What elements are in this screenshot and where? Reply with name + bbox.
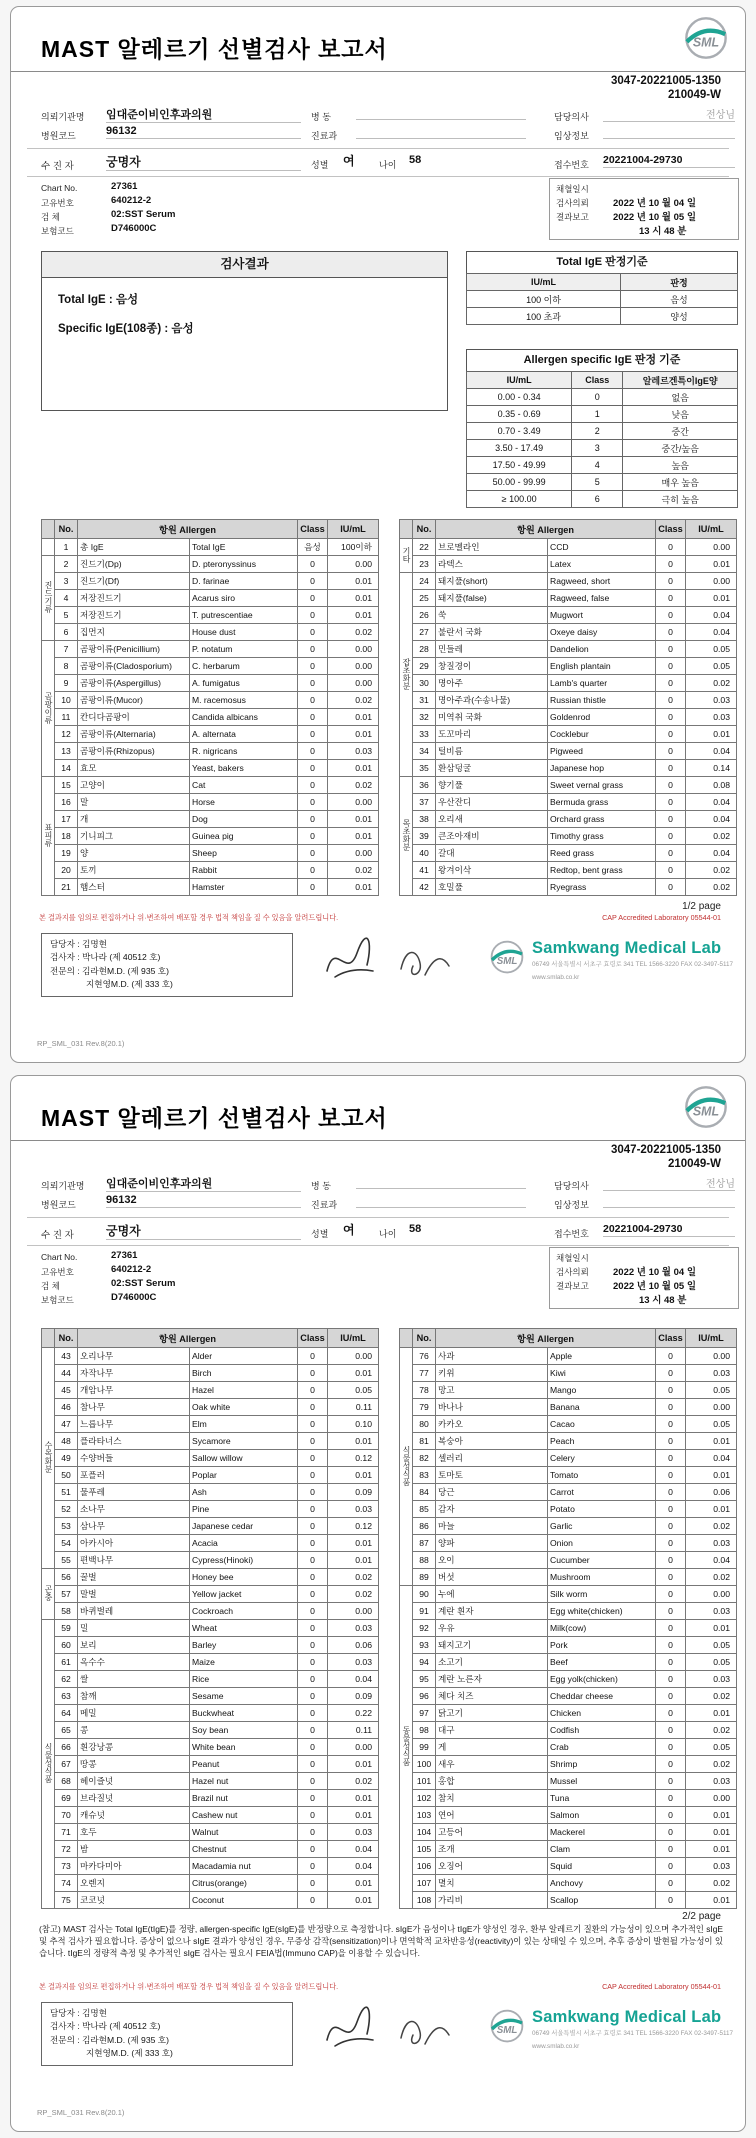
form-number: RP_SML_031 Rev.8(20.1) (37, 2108, 125, 2117)
table-row: 95 계란 노른자 Egg yolk(chicken) 0 0.03 (400, 1671, 737, 1688)
dept-label: 진료과 (311, 1200, 338, 1210)
svg-text:SML: SML (496, 2024, 518, 2036)
table-row: 46 참나무 Oak white 0 0.11 (42, 1399, 379, 1416)
sheet (10, 1075, 746, 2132)
category-label: 식물성식품 (44, 1743, 53, 1783)
request-date-label: 검사의뢰 (556, 1267, 589, 1277)
specific-ige-result: Specific IgE(108종) : 음성 (58, 323, 194, 335)
table-row: 8 곰팡이류(Cladosporium) C. herbarum 0 0.00 (42, 658, 379, 675)
chart-no-value: 27361 (111, 181, 138, 192)
red-disclaimer: 본 결과지를 임의로 편집하거나 위·변조하여 배포할 경우 법적 책임을 질 수 있음을 알려드립니다. (39, 1982, 339, 1991)
total-ige-criteria (466, 251, 738, 325)
table-row: 28 민들레 Dandelion 0 0.05 (400, 641, 737, 658)
staff-box (41, 933, 293, 997)
dept-value (356, 125, 526, 139)
svg-text:SML: SML (692, 35, 720, 50)
table-row: 89 버섯 Mushroom 0 0.02 (400, 1569, 737, 1586)
lab-name: Samkwang Medical Lab (532, 2008, 722, 2026)
table-row: 6 집먼지 House dust 0 0.02 (42, 624, 379, 641)
table-row: 81 복숭아 Peach 0 0.01 (400, 1433, 737, 1450)
table-row: 78 망고 Mango 0 0.05 (400, 1382, 737, 1399)
table-row: 86 마늘 Garlic 0 0.02 (400, 1518, 737, 1535)
table-row: 54 아카시아 Acacia 0 0.01 (42, 1535, 379, 1552)
table-header-row: No. 항원 Allergen Class IU/mL (42, 520, 379, 539)
staff-in-charge: 담당자 : 김명현 (50, 939, 107, 949)
table-row: 92 우유 Milk(cow) 0 0.01 (400, 1620, 737, 1637)
chart-no-label: Chart No. (41, 183, 78, 193)
page-footer (37, 927, 733, 1048)
lab-name: Samkwang Medical Lab (532, 939, 722, 957)
chart-no-label: Chart No. (41, 1252, 78, 1262)
patient-name-value: 궁명자 (106, 1222, 301, 1240)
red-disclaimer: 본 결과지를 임의로 편집하거나 위·변조하여 배포할 경우 법적 책임을 질 수 있음을 알려드립니다. (39, 913, 339, 922)
info-divider (27, 1217, 729, 1218)
report-title: MAST 알레르기 선별검사 보고서 (41, 1105, 388, 1131)
staff-box (41, 2002, 293, 2066)
specialist-2: 지현영M.D. (제 333 호) (86, 978, 173, 989)
table-row: 77 키위 Kiwi 0 0.03 (400, 1365, 737, 1382)
lab-address-line2: www.smlab.co.kr (532, 2042, 580, 2050)
table-row: 73 마카다미아 Macadamia nut 0 0.04 (42, 1858, 379, 1875)
table-row: 64 메밀 Buckwheat 0 0.22 (42, 1705, 379, 1722)
table-row: 50.00 - 99.99 5 매우 높음 (467, 474, 738, 491)
table-row: 31 명아주과(수송나물) Russian thistle 0 0.03 (400, 692, 737, 709)
insurance-code-label: 보험코드 (41, 1295, 74, 1305)
clinical-value (603, 1194, 735, 1208)
patient-name-label: 수 진 자 (41, 161, 74, 172)
table-row: 100 이하 음성 (467, 291, 738, 308)
age-value: 58 (409, 154, 422, 166)
table-row: 47 느릅나무 Elm 0 0.10 (42, 1416, 379, 1433)
hospital-code-label: 병원코드 (41, 1200, 76, 1210)
report-date-value: 2022 년 10 월 05 일 (613, 1281, 696, 1292)
table-row: 101 홍합 Mussel 0 0.03 (400, 1773, 737, 1790)
table-row: 35 환삼덩굴 Japanese hop 0 0.14 (400, 760, 737, 777)
table-row: 102 참치 Tuna 0 0.00 (400, 1790, 737, 1807)
table-row: 104 고등어 Mackerel 0 0.01 (400, 1824, 737, 1841)
table-row: 100 새우 Shrimp 0 0.02 (400, 1756, 737, 1773)
sml-footer-logo-icon (489, 2008, 525, 2049)
allergen-result-table (41, 519, 379, 896)
table-row: 3.50 - 17.49 3 중간/높음 (467, 440, 738, 457)
table-row: 74 오렌지 Citrus(orange) 0 0.01 (42, 1875, 379, 1892)
info-divider (27, 1245, 729, 1246)
table-row: 66 흰강낭콩 White bean 0 0.00 (42, 1739, 379, 1756)
uid-label: 고유번호 (41, 1267, 74, 1277)
total-ige-criteria-title: Total IgE 판정기준 (466, 251, 738, 273)
table-row: 45 개암나무 Hazel 0 0.05 (42, 1382, 379, 1399)
table-row: 0.35 - 0.69 1 낮음 (467, 406, 738, 423)
hospital-code-value: 96132 (106, 1194, 301, 1208)
table-row: 61 옥수수 Maize 0 0.03 (42, 1654, 379, 1671)
table-row: 82 셀러리 Celery 0 0.04 (400, 1450, 737, 1467)
table-row: 71 호두 Walnut 0 0.03 (42, 1824, 379, 1841)
table-row: 식물성식품 59 밀 Wheat 0 0.03 (42, 1620, 379, 1637)
table-row: 11 칸디다곰팡이 Candida albicans 0 0.01 (42, 709, 379, 726)
table-row: 17.50 - 49.99 4 높음 (467, 457, 738, 474)
lab-logo-block (489, 2008, 733, 2051)
allergen-table-right (399, 519, 737, 896)
sml-logo-icon (683, 15, 729, 66)
request-date-label: 검사의뢰 (556, 198, 589, 208)
report-date-value: 2022 년 10 월 05 일 (613, 212, 696, 223)
category-label: 목초화분 (402, 819, 411, 851)
table-row: 10 곰팡이류(Mucor) M. racemosus 0 0.02 (42, 692, 379, 709)
table-row: 20 토끼 Rabbit 0 0.02 (42, 862, 379, 879)
table-row: 108 가리비 Scallop 0 0.01 (400, 1892, 737, 1909)
table-row: 40 갈대 Reed grass 0 0.04 (400, 845, 737, 862)
table-row: 70 캐슈넛 Cashew nut 0 0.01 (42, 1807, 379, 1824)
request-date-value: 2022 년 10 월 04 일 (613, 198, 696, 209)
result-summary-title: 검사결과 (42, 252, 447, 278)
examiner: 검사자 : 박나라 (제 40512 호) (50, 952, 161, 963)
doctor-value: 전상님 (603, 106, 735, 122)
table-row: 52 소나무 Pine 0 0.03 (42, 1501, 379, 1518)
table-row: 51 물푸레 Ash 0 0.09 (42, 1484, 379, 1501)
table-row: 21 햄스터 Hamster 0 0.01 (42, 879, 379, 896)
table-row: 85 감자 Potato 0 0.01 (400, 1501, 737, 1518)
sex-label: 성별 (311, 160, 329, 170)
criteria-table (466, 371, 738, 508)
table-row: 0.70 - 3.49 2 중간 (467, 423, 738, 440)
svg-text:SML: SML (692, 1104, 720, 1119)
receipt-label: 접수번호 (554, 1229, 589, 1239)
signature-stamps (313, 927, 453, 1002)
table-row: 12 곰팡이류(Alternaria) A. alternata 0 0.01 (42, 726, 379, 743)
signature-stamps (313, 1996, 453, 2071)
examiner: 검사자 : 박나라 (제 40512 호) (50, 2021, 161, 2032)
table-row: 38 오리새 Orchard grass 0 0.04 (400, 811, 737, 828)
lab-address-line1: 06749 서울특별시 서초구 효령로 341 TEL 1566-3220 FAX 02-3497-5117 (532, 961, 733, 969)
ward-value (356, 106, 526, 120)
chart-no-value: 27361 (111, 1250, 138, 1261)
specialist-1: 전문의 : 김라현M.D. (제 935 호) (50, 965, 169, 976)
table-row: 83 토마토 Tomato 0 0.01 (400, 1467, 737, 1484)
table-header-row: IU/mL 판정 (467, 274, 738, 291)
table-row: 67 땅콩 Peanut 0 0.01 (42, 1756, 379, 1773)
sex-label: 성별 (311, 1229, 329, 1239)
patient-name-value: 궁명자 (106, 153, 301, 171)
table-row: 39 큰조아재비 Timothy grass 0 0.02 (400, 828, 737, 845)
hospital-code-label: 병원코드 (41, 131, 76, 141)
table-row: 13 곰팡이류(Rhizopus) R. nigricans 0 0.03 (42, 743, 379, 760)
request-date-value: 2022 년 10 월 04 일 (613, 1267, 696, 1278)
dept-label: 진료과 (311, 131, 338, 141)
table-row: 곰팡이류 7 곰팡이류(Penicillium) P. notatum 0 0.00 (42, 641, 379, 658)
ward-value (356, 1175, 526, 1189)
table-row: 55 편백나무 Cypress(Hinoki) 0 0.01 (42, 1552, 379, 1569)
age-label: 나이 (379, 1229, 397, 1239)
table-row: 68 헤이즐넛 Hazel nut 0 0.02 (42, 1773, 379, 1790)
criteria-table (466, 273, 738, 325)
table-row: 94 소고기 Beef 0 0.05 (400, 1654, 737, 1671)
lab-address-line1: 06749 서울특별시 서초구 효령로 341 TEL 1566-3220 FAX 02-3497-5117 (532, 2030, 733, 2038)
ward-label: 병 동 (311, 112, 331, 122)
doctor-value: 전상님 (603, 1175, 735, 1191)
doctor-label: 담당의사 (554, 1181, 589, 1191)
category-label: 기타 (402, 546, 411, 563)
table-row: 표피류 15 고양이 Cat 0 0.02 (42, 777, 379, 794)
table-header-row: No. 항원 Allergen Class IU/mL (400, 1329, 737, 1348)
table-row: 80 카카오 Cacao 0 0.05 (400, 1416, 737, 1433)
sex-value: 여 (343, 154, 355, 168)
table-row: 96 체다 치즈 Cheddar cheese 0 0.02 (400, 1688, 737, 1705)
svg-text:SML: SML (496, 955, 518, 967)
table-row: 100 초과 양성 (467, 308, 738, 325)
page-marker: 1/2 page (682, 901, 721, 912)
table-row: 88 오이 Cucumber 0 0.04 (400, 1552, 737, 1569)
category-label: 표피류 (44, 823, 53, 847)
table-row: 0.00 - 0.34 0 없음 (467, 389, 738, 406)
table-row: 103 연어 Salmon 0 0.01 (400, 1807, 737, 1824)
specific-ige-criteria-table (466, 371, 738, 508)
table-row: 16 말 Horse 0 0.00 (42, 794, 379, 811)
table-row: 32 미역취 국화 Goldenrod 0 0.03 (400, 709, 737, 726)
category-label: 진드기류 (44, 581, 53, 613)
table-row: 식물성식품 76 사과 Apple 0 0.00 (400, 1348, 737, 1365)
document-number: 3047-20221005-1350 (611, 1144, 721, 1156)
table-row: 93 돼지고기 Pork 0 0.05 (400, 1637, 737, 1654)
info-divider (27, 176, 729, 177)
table-row: 69 브라질넛 Brazil nut 0 0.01 (42, 1790, 379, 1807)
table-row: 26 쑥 Mugwort 0 0.04 (400, 607, 737, 624)
allergen-result-table (399, 1328, 737, 1909)
specific-ige-criteria (466, 349, 738, 508)
table-row: 18 기니피그 Guinea pig 0 0.01 (42, 828, 379, 845)
report-page-2 (0, 1069, 756, 2138)
table-row: 곤충 56 꿀벌 Honey bee 0 0.02 (42, 1569, 379, 1586)
sex-value: 여 (343, 1223, 355, 1237)
table-row: 72 밤 Chestnut 0 0.04 (42, 1841, 379, 1858)
staff-in-charge: 담당자 : 김명현 (50, 2008, 107, 2018)
specimen-label: 검 체 (41, 1281, 60, 1291)
total-ige-criteria-table (466, 273, 738, 325)
category-label: 곤충 (44, 1585, 53, 1601)
table-row: 44 자작나무 Birch 0 0.01 (42, 1365, 379, 1382)
insurance-code-value: D746000C (111, 223, 157, 234)
report-number: 210049-W (667, 89, 721, 101)
table-row: 29 창질경이 English plantain 0 0.05 (400, 658, 737, 675)
table-row: 99 게 Crab 0 0.05 (400, 1739, 737, 1756)
info-divider (27, 148, 729, 149)
specimen-value: 02:SST Serum (111, 1278, 176, 1289)
insurance-code-label: 보험코드 (41, 226, 74, 236)
table-row: 60 보리 Barley 0 0.06 (42, 1637, 379, 1654)
table-row: 잡초화분 24 돼지풀(short) Ragweed, short 0 0.00 (400, 573, 737, 590)
table-row: 23 라텍스 Latex 0 0.01 (400, 556, 737, 573)
specialist-1: 전문의 : 김라현M.D. (제 935 호) (50, 2034, 169, 2045)
org-label: 의뢰기관명 (41, 1181, 85, 1191)
table-row: 4 저장진드기 Acarus siro 0 0.01 (42, 590, 379, 607)
uid-value: 640212-2 (111, 1264, 152, 1275)
insurance-code-value: D746000C (111, 1292, 157, 1303)
specialist-2: 지현영M.D. (제 333 호) (86, 2047, 173, 2058)
org-label: 의뢰기관명 (41, 112, 85, 122)
page-marker: 2/2 page (682, 1911, 721, 1922)
table-row: 수목화분 43 오리나무 Alder 0 0.00 (42, 1348, 379, 1365)
category-label: 동물성식품 (402, 1726, 411, 1766)
report-number: 210049-W (667, 1158, 721, 1170)
doctor-label: 담당의사 (554, 112, 589, 122)
table-row: 107 멸치 Anchovy 0 0.02 (400, 1875, 737, 1892)
allergen-result-table (41, 1328, 379, 1909)
table-header-row: IU/mL Class 알레르겐특이IgE양 (467, 372, 738, 389)
table-row: 62 쌀 Rice 0 0.04 (42, 1671, 379, 1688)
table-row: 34 털비름 Pigweed 0 0.04 (400, 743, 737, 760)
table-row: 98 대구 Codfish 0 0.02 (400, 1722, 737, 1739)
table-row: 19 양 Sheep 0 0.00 (42, 845, 379, 862)
table-row: 105 조개 Clam 0 0.01 (400, 1841, 737, 1858)
table-row: 3 진드기(Df) D. farinae 0 0.01 (42, 573, 379, 590)
cap-accreditation-note: CAP Accredited Laboratory 05544-01 (602, 1982, 721, 1991)
table-row: 37 우산잔디 Bermuda grass 0 0.04 (400, 794, 737, 811)
table-row: 30 명아주 Lamb's quarter 0 0.02 (400, 675, 737, 692)
report-time-value: 13 시 48 분 (639, 226, 687, 237)
report-date-label: 결과보고 (556, 212, 589, 222)
hospital-code-value: 96132 (106, 125, 301, 139)
specimen-label: 검 체 (41, 212, 60, 222)
allergen-table-left (41, 519, 379, 896)
table-row: 1 총 IgE Total IgE 음성 100이하 (42, 539, 379, 556)
table-row: 27 불란서 국화 Oxeye daisy 0 0.04 (400, 624, 737, 641)
specimen-value: 02:SST Serum (111, 209, 176, 220)
table-row: 49 수양버들 Sallow willow 0 0.12 (42, 1450, 379, 1467)
category-label: 식물성식품 (402, 1445, 411, 1486)
table-header-row: No. 항원 Allergen Class IU/mL (42, 1329, 379, 1348)
sml-logo-icon (683, 1084, 729, 1135)
table-row: 진드기류 2 진드기(Dp) D. pteronyssinus 0 0.00 (42, 556, 379, 573)
clinical-label: 임상정보 (554, 131, 589, 141)
age-label: 나이 (379, 160, 397, 170)
table-row: 17 개 Dog 0 0.01 (42, 811, 379, 828)
table-row: 65 콩 Soy bean 0 0.11 (42, 1722, 379, 1739)
table-row: 42 호밀풀 Ryegrass 0 0.02 (400, 879, 737, 896)
table-row: 87 양파 Onion 0 0.03 (400, 1535, 737, 1552)
table-row: 동물성식품 90 누에 Silk worm 0 0.00 (400, 1586, 737, 1603)
draw-time-label: 채혈일시 (556, 1253, 589, 1263)
table-header-row: No. 항원 Allergen Class IU/mL (400, 520, 737, 539)
header-divider (11, 71, 745, 72)
table-row: 50 포플러 Poplar 0 0.01 (42, 1467, 379, 1484)
org-value: 임대준이비인후과의원 (106, 106, 301, 123)
patient-name-label: 수 진 자 (41, 1230, 74, 1241)
table-row: 79 바나나 Banana 0 0.00 (400, 1399, 737, 1416)
cap-accreditation-note: CAP Accredited Laboratory 05544-01 (602, 913, 721, 922)
org-value: 임대준이비인후과의원 (106, 1175, 301, 1192)
sml-footer-logo-icon (489, 939, 525, 980)
table-row: 57 말벌 Yellow jacket 0 0.02 (42, 1586, 379, 1603)
table-row: 14 효모 Yeast, bakers 0 0.01 (42, 760, 379, 777)
lab-logo-block (489, 939, 733, 982)
dept-value (356, 1194, 526, 1208)
clinical-label: 임상정보 (554, 1200, 589, 1210)
table-row: 9 곰팡이류(Aspergillus) A. fumigatus 0 0.00 (42, 675, 379, 692)
receipt-label: 접수번호 (554, 160, 589, 170)
allergen-result-table (399, 519, 737, 896)
table-row: 33 도꼬마리 Cocklebur 0 0.01 (400, 726, 737, 743)
reference-footnote: (참고) MAST 검사는 Total IgE(tIgE)를 정량, allergen-specific IgE(sIgE)를 반정량으로 측정합니다. sIgE가 음성이나 tIgE가 양성인 경우, 환부 알레르기 질환의 가능성이 있으며 추가적인 sIgE 및 추적 검사가 필요합니다. 증상이 없으나 sIgE 결과가 양성인 경우, 무증상 감작(sensitization)이나 면역학적 교차반응성(reactivity)이 있는 상태일 수 있으며, 추후 증상이 발현될 가능성이 있습니다. tIgE의 정량적 측정 및 추가적인 sIgE 검사는 필요시 FEIA법(Immuno CAP)을 이용할 수 있습니다. (39, 1924, 723, 1959)
result-summary-box (41, 251, 448, 411)
header-divider (11, 1140, 745, 1141)
draw-time-label: 채혈일시 (556, 184, 589, 194)
clinical-value (603, 125, 735, 139)
category-label: 잡초화분 (402, 657, 411, 690)
report-date-label: 결과보고 (556, 1281, 589, 1291)
form-number: RP_SML_031 Rev.8(20.1) (37, 1039, 125, 1048)
lab-address-line2: www.smlab.co.kr (532, 973, 580, 981)
receipt-value: 20221004-29730 (603, 1223, 735, 1237)
table-row: 75 코코넛 Coconut 0 0.01 (42, 1892, 379, 1909)
table-row: 53 삼나무 Japanese cedar 0 0.12 (42, 1518, 379, 1535)
table-row: 25 돼지풀(false) Ragweed, false 0 0.01 (400, 590, 737, 607)
table-row: 63 참깨 Sesame 0 0.09 (42, 1688, 379, 1705)
table-row: 목초화분 36 향기풀 Sweet vernal grass 0 0.08 (400, 777, 737, 794)
table-row: ≥ 100.00 6 극히 높음 (467, 491, 738, 508)
age-value: 58 (409, 1223, 422, 1235)
page-footer (37, 1996, 733, 2117)
allergen-table-left (41, 1328, 379, 1909)
ward-label: 병 동 (311, 1181, 331, 1191)
uid-label: 고유번호 (41, 198, 74, 208)
table-row: 106 오징어 Squid 0 0.03 (400, 1858, 737, 1875)
report-time-value: 13 시 48 분 (639, 1295, 687, 1306)
total-ige-result: Total IgE : 음성 (58, 294, 139, 306)
table-row: 5 저장진드기 T. putrescentiae 0 0.01 (42, 607, 379, 624)
uid-value: 640212-2 (111, 195, 152, 206)
document-number: 3047-20221005-1350 (611, 75, 721, 87)
table-row: 84 당근 Carrot 0 0.06 (400, 1484, 737, 1501)
table-row: 48 플라타너스 Sycamore 0 0.01 (42, 1433, 379, 1450)
table-row: 58 바퀴벌레 Cockroach 0 0.00 (42, 1603, 379, 1620)
allergen-table-right (399, 1328, 737, 1909)
report-title: MAST 알레르기 선별검사 보고서 (41, 36, 388, 62)
category-label: 수목화분 (44, 1441, 53, 1473)
table-row: 기타 22 브로멜라인 CCD 0 0.00 (400, 539, 737, 556)
table-row: 97 닭고기 Chicken 0 0.01 (400, 1705, 737, 1722)
specific-ige-criteria-title: Allergen specific IgE 판정 기준 (466, 349, 738, 371)
receipt-value: 20221004-29730 (603, 154, 735, 168)
category-label: 곰팡이류 (44, 691, 53, 724)
table-row: 91 계란 흰자 Egg white(chicken) 0 0.03 (400, 1603, 737, 1620)
table-row: 41 왕겨이삭 Redtop, bent grass 0 0.02 (400, 862, 737, 879)
sheet (10, 6, 746, 1063)
